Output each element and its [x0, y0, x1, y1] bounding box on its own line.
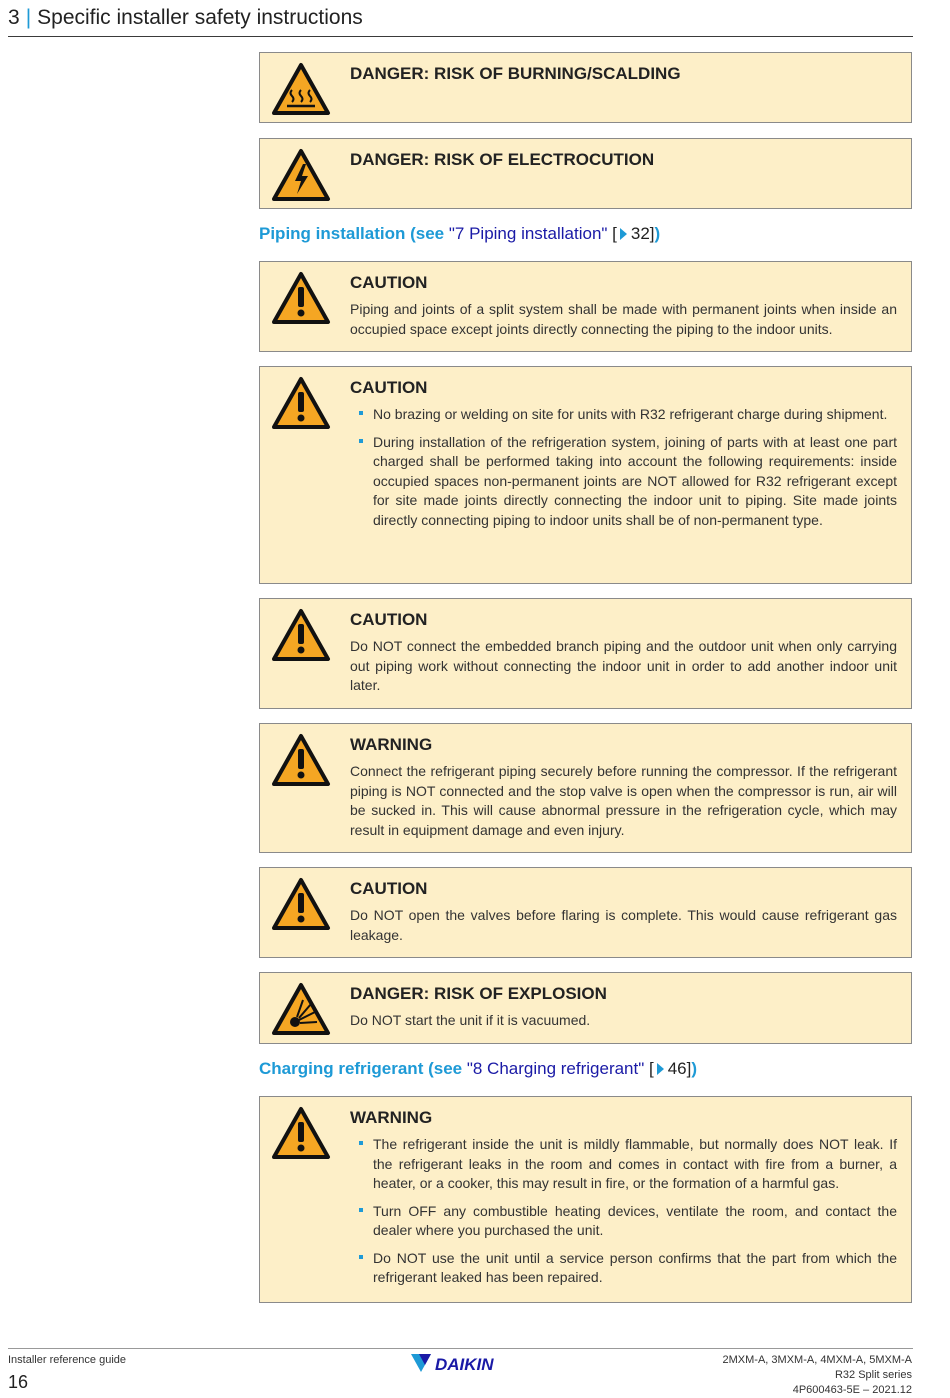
footer-doc-code: 4P600463-5E – 2021.12 — [792, 1384, 912, 1396]
chapter-title: Specific installer safety instructions — [37, 6, 363, 29]
danger-explosion-box — [259, 972, 912, 1044]
electrocution-icon — [271, 148, 331, 202]
box-title: CAUTION — [350, 879, 428, 898]
list-item: The refrigerant inside the unit is mildly flammable, but normally does NOT leak. If the refrigerant leaks in the room and comes in contact with fire from a burner, a heater, or a cooker, this may result in fire, or the formation of a harmful gas. — [350, 1135, 897, 1194]
warning-box — [259, 723, 912, 853]
box-title: WARNING — [350, 1108, 433, 1127]
page-arrow-icon — [620, 228, 627, 240]
footer-divider — [8, 1348, 913, 1349]
section-bracket: [ — [644, 1059, 654, 1078]
box-title: DANGER: RISK OF BURNING/SCALDING — [350, 64, 681, 83]
box-title: DANGER: RISK OF ELECTROCUTION — [350, 150, 655, 169]
section-prefix: Charging refrigerant (see — [259, 1059, 467, 1078]
box-title: DANGER: RISK OF EXPLOSION — [350, 984, 607, 1003]
danger-burning-box — [259, 52, 912, 123]
section-close: ) — [654, 224, 661, 243]
box-title: CAUTION — [350, 378, 428, 397]
section-link[interactable]: "7 Piping installation" — [448, 224, 608, 243]
section-bracket: [ — [607, 224, 617, 243]
section-page: 46] — [667, 1059, 692, 1078]
section-heading-charging — [259, 1059, 697, 1079]
hot-surface-icon — [271, 62, 331, 116]
box-text: Do NOT start the unit if it is vacuumed. — [350, 1012, 591, 1028]
caution-icon — [271, 376, 331, 430]
warning-box — [259, 1096, 912, 1303]
section-heading-piping — [259, 224, 660, 244]
section-link[interactable]: "8 Charging refrigerant" — [466, 1059, 645, 1078]
list-item: Turn OFF any combustible heating devices, ventilate the room, and contact the dealer where you purchased the unit. — [350, 1202, 897, 1241]
box-title: WARNING — [350, 735, 433, 754]
box-text: Connect the refrigerant piping securely before running the compressor. If the refrigerant piping is NOT connected and the stop valve is open when the compressor is run, air will be sucked in. This will cause abnormal pressure in the refrigeration cycle, which may result in equipment damage and even injury. — [350, 763, 897, 838]
section-prefix: Piping installation (see — [259, 224, 449, 243]
page-header — [8, 6, 913, 37]
box-text: Do NOT connect the embedded branch piping and the outdoor unit when only carrying out piping work without connecting the indoor unit in order to add another indoor unit later. — [350, 638, 897, 693]
explosion-icon — [271, 982, 331, 1036]
caution-icon — [271, 608, 331, 662]
section-close: ) — [691, 1059, 698, 1078]
box-text: Do NOT open the valves before flaring is complete. This would cause refrigerant gas leakage. — [350, 907, 897, 943]
chapter-number: 3 — [8, 6, 20, 29]
caution-icon — [271, 733, 331, 787]
caution-box — [259, 867, 912, 958]
footer-doc-info — [723, 1353, 912, 1398]
caution-icon — [271, 1106, 331, 1160]
footer-models: 2MXM-A, 3MXM-A, 4MXM-A, 5MXM-A — [722, 1354, 912, 1366]
footer-page-number: 16 — [8, 1372, 29, 1392]
section-page: 32] — [630, 224, 655, 243]
svg-text:DAIKIN: DAIKIN — [435, 1355, 494, 1374]
daikin-logo — [409, 1352, 513, 1374]
box-title: CAUTION — [350, 610, 428, 629]
footer-doc-type: Installer reference guide — [8, 1354, 127, 1366]
bullet-list — [350, 1135, 897, 1288]
page-arrow-icon — [657, 1063, 664, 1075]
caution-box — [259, 598, 912, 709]
header-separator: | — [25, 6, 32, 29]
footer-series: R32 Split series — [834, 1369, 912, 1381]
box-text: Piping and joints of a split system shall be made with permanent joints when inside an occupied space except joints directly connecting the piping to the indoor units. — [350, 301, 897, 337]
list-item: No brazing or welding on site for units with R32 refrigerant charge during shipment. — [350, 405, 897, 425]
bullet-list — [350, 405, 897, 530]
caution-box — [259, 366, 912, 584]
caution-box — [259, 261, 912, 352]
danger-electrocution-box — [259, 138, 912, 209]
box-title: CAUTION — [350, 273, 428, 292]
list-item: Do NOT use the unit until a service person confirms that the part from which the refrigerant leaked has been repaired. — [350, 1249, 897, 1288]
list-item: During installation of the refrigeration system, joining of parts with at least one part charged shall be performed taking into account the following requirements: inside occupied spaces non-permanent joints are NOT allowed for R32 refrigerant except for site made joints directly connecting the indoor unit to piping. Site made joints directly connecting piping to indoor units shall be of non-permanent type. — [350, 433, 897, 531]
caution-icon — [271, 877, 331, 931]
caution-icon — [271, 271, 331, 325]
